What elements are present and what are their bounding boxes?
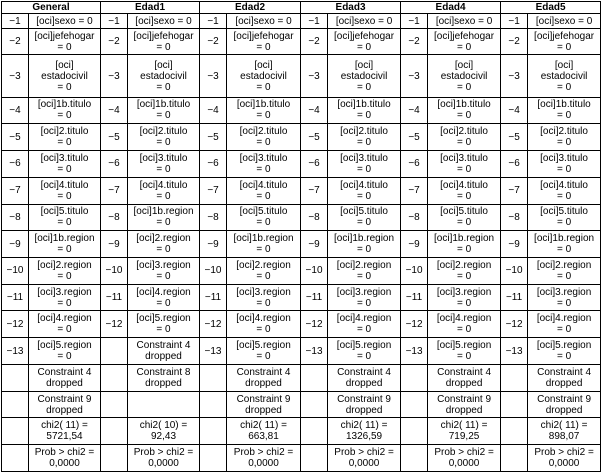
constraint-expression: [oci]4.region = 0 <box>428 311 501 338</box>
constraint-expression: Constraint 4 dropped <box>227 364 301 391</box>
constraint-expression: [oci]3.region = 0 <box>29 284 101 311</box>
constraint-number: −3 <box>501 55 528 97</box>
constraint-expression: Constraint 4 dropped <box>328 364 401 391</box>
constraint-number <box>200 445 227 472</box>
constraint-expression: [oci]3.region = 0 <box>428 284 501 311</box>
constraint-expression <box>128 391 200 418</box>
constraint-expression: [oci] estadocivil = 0 <box>428 55 501 97</box>
constraint-number: −4 <box>501 97 528 124</box>
constraint-expression: chi2( 10) = 92,43 <box>128 418 200 445</box>
constraint-expression: [oci]2.region = 0 <box>428 258 501 285</box>
constraint-number <box>101 391 128 418</box>
constraint-expression: [oci]5.region = 0 <box>528 338 601 365</box>
constraint-expression: [oci]5.titulo = 0 <box>528 204 601 231</box>
constraint-expression: [oci]1b.titulo = 0 <box>227 97 301 124</box>
constraint-number: −6 <box>2 151 29 178</box>
constraint-expression: [oci]4.titulo = 0 <box>328 177 401 204</box>
constraint-number <box>501 391 528 418</box>
column-header: General <box>2 2 101 14</box>
constraint-number: −5 <box>101 124 128 151</box>
table-row <box>2 364 601 391</box>
column-header: Edad3 <box>301 2 401 14</box>
constraint-number: −2 <box>301 28 328 55</box>
constraint-number: −9 <box>401 231 428 258</box>
constraint-number: −5 <box>2 124 29 151</box>
constraint-expression: [oci]4.region = 0 <box>528 311 601 338</box>
constraint-expression: [oci] estadocivil = 0 <box>328 55 401 97</box>
constraint-expression: [oci]3.region = 0 <box>328 284 401 311</box>
constraint-number <box>101 338 128 365</box>
constraint-number: −11 <box>200 284 227 311</box>
constraint-expression: [oci]1b.region = 0 <box>428 231 501 258</box>
constraint-number: −4 <box>200 97 227 124</box>
constraint-expression: [oci]sexo = 0 <box>29 14 101 28</box>
constraint-number <box>101 364 128 391</box>
constraint-number <box>501 445 528 472</box>
constraint-number: −7 <box>200 177 227 204</box>
constraint-expression: Constraint 4 dropped <box>128 338 200 365</box>
constraint-number: −13 <box>401 338 428 365</box>
constraint-number: −13 <box>2 338 29 365</box>
constraint-expression: Constraint 8 dropped <box>128 364 200 391</box>
constraint-expression: Constraint 9 dropped <box>328 391 401 418</box>
constraint-expression: chi2( 11) = 663,81 <box>227 418 301 445</box>
table-row <box>2 151 601 178</box>
constraint-number: −5 <box>401 124 428 151</box>
table-row <box>2 231 601 258</box>
constraint-number <box>101 445 128 472</box>
constraint-number <box>2 364 29 391</box>
constraint-expression: [oci]sexo = 0 <box>428 14 501 28</box>
constraint-expression: [oci]jefehogar = 0 <box>528 28 601 55</box>
constraint-expression: [oci]3.titulo = 0 <box>128 151 200 178</box>
constraint-expression: [oci]3.titulo = 0 <box>29 151 101 178</box>
constraint-number: −5 <box>200 124 227 151</box>
constraint-number <box>401 418 428 445</box>
constraint-expression: [oci]2.titulo = 0 <box>428 124 501 151</box>
table-body <box>2 2 601 472</box>
constraint-number: −4 <box>401 97 428 124</box>
constraint-number <box>301 391 328 418</box>
constraint-expression: [oci]2.titulo = 0 <box>528 124 601 151</box>
constraint-expression: [oci]2.titulo = 0 <box>29 124 101 151</box>
constraint-number: −6 <box>200 151 227 178</box>
constraint-number: −7 <box>301 177 328 204</box>
constraint-number <box>401 445 428 472</box>
constraint-expression: [oci]sexo = 0 <box>328 14 401 28</box>
constraint-expression: [oci]jefehogar = 0 <box>227 28 301 55</box>
constraint-expression: [oci]4.titulo = 0 <box>428 177 501 204</box>
constraint-expression: Prob > chi2 = 0,0000 <box>528 445 601 472</box>
constraint-number: −3 <box>2 55 29 97</box>
constraint-number: −4 <box>101 97 128 124</box>
constraint-expression: [oci]jefehogar = 0 <box>29 28 101 55</box>
table-row <box>2 55 601 97</box>
constraint-number: −7 <box>2 177 29 204</box>
constraint-number <box>2 391 29 418</box>
constraint-expression: chi2( 11) = 5721,54 <box>29 418 101 445</box>
constraint-expression: Constraint 9 dropped <box>227 391 301 418</box>
constraint-number: −10 <box>2 258 29 285</box>
column-header: Edad4 <box>401 2 501 14</box>
constraint-number: −10 <box>101 258 128 285</box>
table-row <box>2 177 601 204</box>
constraint-expression: Prob > chi2 = 0,0000 <box>29 445 101 472</box>
constraint-number <box>301 418 328 445</box>
constraint-expression: [oci]4.titulo = 0 <box>29 177 101 204</box>
table-row <box>2 445 601 472</box>
constraint-expression: Constraint 4 dropped <box>428 364 501 391</box>
constraint-expression: [oci]jefehogar = 0 <box>328 28 401 55</box>
constraint-number: −12 <box>501 311 528 338</box>
constraint-number: −2 <box>401 28 428 55</box>
constraint-expression: [oci]4.region = 0 <box>328 311 401 338</box>
constraint-number: −9 <box>301 231 328 258</box>
constraint-expression: [oci]4.region = 0 <box>29 311 101 338</box>
constraint-expression: [oci]2.region = 0 <box>328 258 401 285</box>
constraint-expression: [oci]5.region = 0 <box>128 311 200 338</box>
constraint-number <box>401 364 428 391</box>
constraint-number: −11 <box>301 284 328 311</box>
constraint-number: −11 <box>101 284 128 311</box>
table-row <box>2 338 601 365</box>
constraint-expression: Constraint 9 dropped <box>29 391 101 418</box>
constraint-expression: [oci]4.titulo = 0 <box>227 177 301 204</box>
constraint-expression: [oci]4.region = 0 <box>227 311 301 338</box>
constraint-expression: [oci]1b.titulo = 0 <box>528 97 601 124</box>
constraint-number: −13 <box>301 338 328 365</box>
constraint-number: −9 <box>101 231 128 258</box>
constraint-expression: [oci]2.titulo = 0 <box>328 124 401 151</box>
constraint-expression: [oci]2.titulo = 0 <box>227 124 301 151</box>
constraint-number: −13 <box>501 338 528 365</box>
constraint-expression: [oci]sexo = 0 <box>227 14 301 28</box>
constraint-number: −11 <box>501 284 528 311</box>
constraint-number: −6 <box>101 151 128 178</box>
constraint-number <box>501 364 528 391</box>
constraint-expression: [oci]3.titulo = 0 <box>528 151 601 178</box>
constraint-number: −4 <box>301 97 328 124</box>
constraint-number: −8 <box>2 204 29 231</box>
constraint-expression: [oci]5.region = 0 <box>227 338 301 365</box>
constraint-expression: [oci]2.titulo = 0 <box>128 124 200 151</box>
constraint-number: −10 <box>501 258 528 285</box>
constraint-expression: [oci]2.region = 0 <box>528 258 601 285</box>
table-row <box>2 28 601 55</box>
constraint-expression: [oci]1b.region = 0 <box>328 231 401 258</box>
constraint-expression: Constraint 9 dropped <box>528 391 601 418</box>
constraint-number: −6 <box>401 151 428 178</box>
constraint-expression: [oci]5.titulo = 0 <box>328 204 401 231</box>
constraint-expression: [oci]5.titulo = 0 <box>428 204 501 231</box>
constraint-number: −6 <box>501 151 528 178</box>
constraint-expression: chi2( 11) = 898,07 <box>528 418 601 445</box>
constraint-number: −3 <box>401 55 428 97</box>
constraint-number: −9 <box>501 231 528 258</box>
constraint-number <box>2 445 29 472</box>
constraint-expression: [oci]1b.titulo = 0 <box>428 97 501 124</box>
constraint-expression: chi2( 11) = 719,25 <box>428 418 501 445</box>
constraint-number: −3 <box>101 55 128 97</box>
constraint-expression: [oci]sexo = 0 <box>528 14 601 28</box>
constraint-expression: [oci]2.region = 0 <box>29 258 101 285</box>
table-row <box>2 284 601 311</box>
constraint-expression: [oci]3.titulo = 0 <box>328 151 401 178</box>
constraint-number: −7 <box>101 177 128 204</box>
constraint-expression: [oci]jefehogar = 0 <box>128 28 200 55</box>
constraint-number: −9 <box>2 231 29 258</box>
constraint-expression: [oci]3.region = 0 <box>128 258 200 285</box>
constraint-number: −10 <box>200 258 227 285</box>
constraint-expression: [oci] estadocivil = 0 <box>29 55 101 97</box>
constraint-number <box>501 418 528 445</box>
constraint-expression: [oci]3.region = 0 <box>528 284 601 311</box>
constraint-number: −4 <box>2 97 29 124</box>
table-row <box>2 204 601 231</box>
constraint-expression: [oci]5.region = 0 <box>428 338 501 365</box>
table-row <box>2 97 601 124</box>
constraint-number: −1 <box>2 14 29 28</box>
constraint-number: −1 <box>501 14 528 28</box>
constraint-number: −1 <box>401 14 428 28</box>
constraint-number: −12 <box>401 311 428 338</box>
constraint-expression: [oci]5.titulo = 0 <box>227 204 301 231</box>
constraint-expression: Prob > chi2 = 0,0000 <box>428 445 501 472</box>
constraint-number: −2 <box>101 28 128 55</box>
constraint-number: −8 <box>200 204 227 231</box>
column-header: Edad2 <box>200 2 301 14</box>
constraint-number: −1 <box>200 14 227 28</box>
constraint-expression: [oci]1b.titulo = 0 <box>128 97 200 124</box>
constraint-expression: [oci]5.titulo = 0 <box>29 204 101 231</box>
constraint-expression: Prob > chi2 = 0,0000 <box>227 445 301 472</box>
constraint-expression: [oci]4.region = 0 <box>128 284 200 311</box>
table-row <box>2 258 601 285</box>
header-row <box>2 2 601 14</box>
constraint-number: −3 <box>200 55 227 97</box>
constraint-number <box>401 391 428 418</box>
constraint-expression: Constraint 9 dropped <box>428 391 501 418</box>
column-header: Edad5 <box>501 2 601 14</box>
constraint-expression: [oci]2.region = 0 <box>227 258 301 285</box>
constraint-number: −8 <box>501 204 528 231</box>
constraint-expression: Prob > chi2 = 0,0000 <box>128 445 200 472</box>
table-row <box>2 391 601 418</box>
table-row <box>2 418 601 445</box>
constraint-number: −6 <box>301 151 328 178</box>
constraint-expression: Prob > chi2 = 0,0000 <box>328 445 401 472</box>
constraint-expression: [oci]1b.titulo = 0 <box>328 97 401 124</box>
constraint-number <box>200 364 227 391</box>
constraint-number <box>301 445 328 472</box>
constraint-number <box>301 364 328 391</box>
constraint-number: −12 <box>2 311 29 338</box>
results-table <box>1 1 601 472</box>
constraint-number: −2 <box>501 28 528 55</box>
table-row <box>2 14 601 28</box>
constraint-number: −7 <box>401 177 428 204</box>
column-header: Edad1 <box>101 2 200 14</box>
constraint-expression: [oci]4.titulo = 0 <box>528 177 601 204</box>
constraint-number: −5 <box>301 124 328 151</box>
constraint-expression: Constraint 4 dropped <box>29 364 101 391</box>
constraint-number: −8 <box>401 204 428 231</box>
constraint-number: −1 <box>101 14 128 28</box>
constraint-expression: [oci] estadocivil = 0 <box>227 55 301 97</box>
constraint-expression: [oci]1b.region = 0 <box>227 231 301 258</box>
constraint-expression: Constraint 4 dropped <box>528 364 601 391</box>
constraint-expression: [oci]2.region = 0 <box>128 231 200 258</box>
constraint-number: −2 <box>2 28 29 55</box>
constraint-number: −8 <box>101 204 128 231</box>
constraint-number: −7 <box>501 177 528 204</box>
constraint-expression: [oci]1b.titulo = 0 <box>29 97 101 124</box>
constraint-expression: [oci]4.titulo = 0 <box>128 177 200 204</box>
constraint-expression: [oci]3.titulo = 0 <box>227 151 301 178</box>
constraint-number: −12 <box>200 311 227 338</box>
constraint-expression: [oci]3.region = 0 <box>227 284 301 311</box>
constraint-number <box>200 391 227 418</box>
constraint-expression: [oci]1b.region = 0 <box>128 204 200 231</box>
constraint-number: −8 <box>301 204 328 231</box>
constraint-expression: [oci]5.region = 0 <box>328 338 401 365</box>
constraint-number: −1 <box>301 14 328 28</box>
constraint-number: −9 <box>200 231 227 258</box>
constraint-number: −13 <box>200 338 227 365</box>
constraint-number: −11 <box>2 284 29 311</box>
constraint-number: −2 <box>200 28 227 55</box>
constraint-expression: [oci]jefehogar = 0 <box>428 28 501 55</box>
constraint-expression: [oci]3.titulo = 0 <box>428 151 501 178</box>
constraint-number: −10 <box>301 258 328 285</box>
constraint-expression: [oci] estadocivil = 0 <box>528 55 601 97</box>
table-row <box>2 124 601 151</box>
constraint-expression: [oci]5.region = 0 <box>29 338 101 365</box>
constraint-number: −12 <box>101 311 128 338</box>
constraint-number <box>2 418 29 445</box>
constraint-number <box>101 418 128 445</box>
constraint-number: −10 <box>401 258 428 285</box>
constraint-expression: chi2( 11) = 1326,59 <box>328 418 401 445</box>
constraint-number: −5 <box>501 124 528 151</box>
constraint-number: −11 <box>401 284 428 311</box>
constraint-expression: [oci]1b.region = 0 <box>528 231 601 258</box>
table-row <box>2 311 601 338</box>
constraint-expression: [oci] estadocivil = 0 <box>128 55 200 97</box>
constraint-number <box>200 418 227 445</box>
constraint-expression: [oci]sexo = 0 <box>128 14 200 28</box>
constraint-number: −3 <box>301 55 328 97</box>
constraint-expression: [oci]1b.region = 0 <box>29 231 101 258</box>
constraint-number: −12 <box>301 311 328 338</box>
